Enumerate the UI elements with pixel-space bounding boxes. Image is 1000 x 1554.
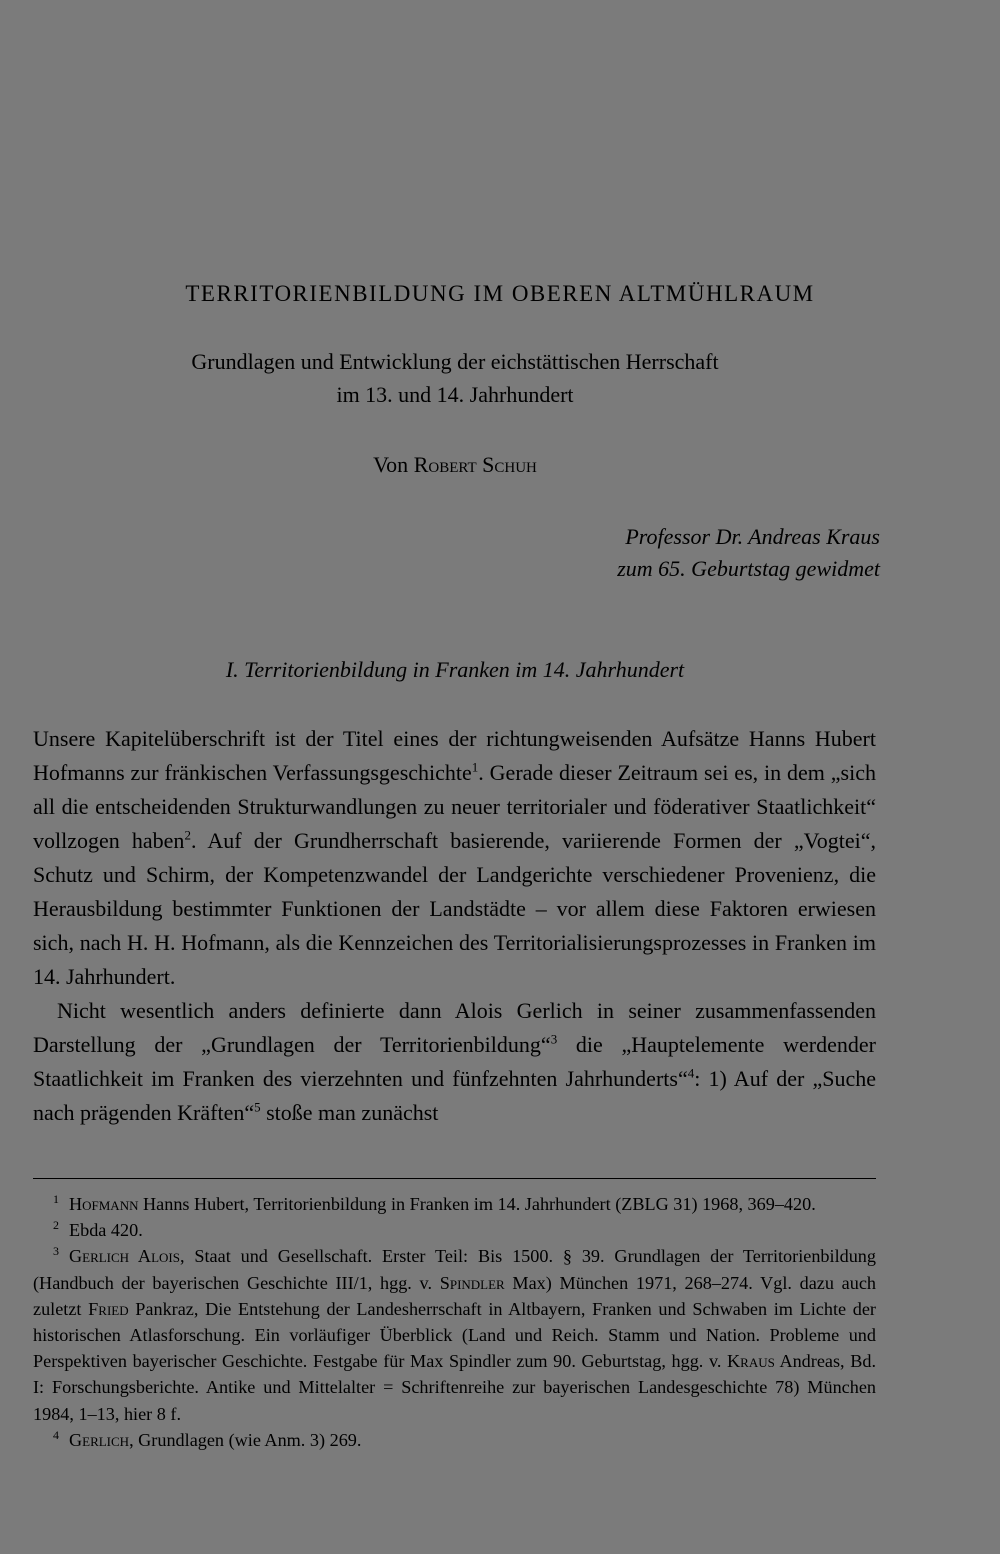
author-prefix: Von <box>373 452 409 477</box>
footnote-text: Hanns Hubert, Territorienbildung in Franken im 14. Jahrhundert (ZBLG 31) 1968, 369–420. <box>138 1194 816 1214</box>
paragraph-text: : 1) Auf der „Suche nach prägenden Kräften“ <box>33 1066 876 1125</box>
paragraph-text: die „Hauptelemente werdender Staatlichkeit im Franken des vierzehnten und fünfzehnten Jahrhunderts“ <box>33 1032 876 1091</box>
paragraph-text: stoße man zunächst <box>260 1100 439 1125</box>
footnote-text: Max) München 1971, 268–274. Vgl. dazu auch zuletzt <box>33 1272 876 1319</box>
footnote-text: Andreas, Bd. I: Forschungsberichte. Antike und Mittelalter = Schriftenreihe zur bayerischen Landesgeschichte 78) München 1984, 1–13, hier 8 f. <box>33 1351 876 1424</box>
footnote-author: Kraus <box>727 1351 775 1372</box>
paragraph-text: Nicht wesentlich anders definierte dann Alois Gerlich in seiner zusammenfassenden Darstellung der „Grundlagen der Territorienbildung“ <box>33 998 876 1057</box>
footnote-author: Gerlich <box>69 1429 130 1450</box>
paragraph-text: . Gerade dieser Zeitraum sei es, in dem „sich all die entscheidenden Strukturwandlungen zu neuer territorialer und föderativer Staatlichkeit“ vollzogen haben <box>33 760 876 853</box>
footnote-2 <box>33 1217 876 1243</box>
body-text <box>33 722 876 1130</box>
subtitle-line-2: im 13. und 14. Jahrhundert <box>336 382 574 407</box>
footnote-author: Gerlich Alois <box>69 1246 180 1267</box>
footnote-text: Ebda 420. <box>69 1220 143 1241</box>
paragraph-2 <box>33 994 876 1130</box>
article-title: TERRITORIENBILDUNG IM OBEREN ALTMÜHLRAUM <box>185 281 815 306</box>
footnote-ref: 5 <box>254 1099 261 1115</box>
footnote-number: 3 <box>53 1244 59 1259</box>
author-name: Robert Schuh <box>413 452 537 477</box>
footnote-number: 2 <box>53 1218 59 1233</box>
footnotes <box>33 1191 876 1453</box>
footnote-ref: 2 <box>184 827 191 843</box>
footnote-text: , Grundlagen (wie Anm. 3) 269. <box>129 1429 362 1450</box>
footnote-ref: 4 <box>687 1065 695 1081</box>
footnote-author: Spindler <box>439 1272 505 1293</box>
dedication-line-1: Professor Dr. Andreas Kraus <box>625 524 880 549</box>
footnote-ref: 3 <box>550 1031 558 1047</box>
dedication-line-2: zum 65. Geburtstag gewidmet <box>617 556 880 581</box>
paragraph-text: . Auf der Grundherrschaft basierende, variierende Formen der „Vogtei“, Schutz und Schirm, der Kompetenzwandel der Landgerichte verschiedener Provenienz, die Herausbildung bestimmter Funktionen der Landstädte – vor allem diese Faktoren erwiesen sich, nach H. H. Hofmann, als die Kennzeichen des Territorialisierungsprozesses in Franken im 14. Jahrhundert. <box>33 828 876 989</box>
subtitle-line-1: Grundlagen und Entwicklung der eichstättischen Herrschaft <box>191 349 719 374</box>
footnote-text: Pankraz, Die Entstehung der Landesherrschaft in Altbayern, Franken und Schwaben im Lichte der historischen Atlasforschung. Ein vorläufiger Überblick (Land und Reich. Stamm und Nation. Probleme und Perspektiven bayerischer Geschichte. Festgabe für Max Spindler zum 90. Geburtstag, hgg. v. <box>33 1298 876 1372</box>
paragraph-1 <box>33 722 876 994</box>
footnote-author: Hofmann <box>69 1194 139 1214</box>
footnote-4 <box>33 1427 876 1453</box>
footnote-3 <box>33 1243 876 1426</box>
footnote-number: 1 <box>53 1191 59 1206</box>
author-line <box>0 452 910 478</box>
section-heading: I. Territorienbildung in Franken im 14. Jahrhundert <box>225 657 685 682</box>
footnote-text: , Staat und Gesellschaft. Erster Teil: Bis 1500. § 39. Grundlagen der Territorienbildung (Handbuch der bayerischen Geschichte III/1, hgg. v. <box>33 1246 876 1293</box>
footnote-1 <box>33 1191 876 1217</box>
footnote-author: Fried <box>88 1298 129 1319</box>
footnote-separator <box>33 1178 876 1179</box>
footnote-number: 4 <box>53 1427 59 1442</box>
footnote-ref: 1 <box>471 759 479 775</box>
paragraph-text: Unsere Kapitelüberschrift ist der Titel eines der richtungweisenden Aufsätze Hanns Hubert Hofmanns zur fränkischen Verfassungsgeschichte <box>33 726 876 785</box>
